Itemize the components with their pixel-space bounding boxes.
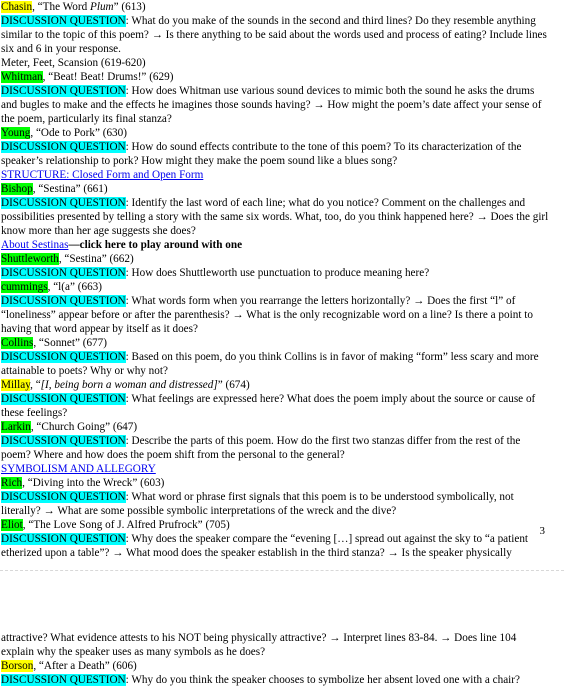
discussion-question-text: : What do you make of the sounds in the second and third lines? Do they resemble anything similar to the topic of this poem? → Is there anything to be said about the words used and process of eating? Include lines six and 6 in your response.: [1, 15, 547, 55]
discussion-question-text: : Describe the parts of this poem. How do the first two stanzas differ from the rest of the poem? Where and how does the poem shift from the personal to the general?: [1, 435, 521, 461]
author-name: Millay: [1, 379, 31, 391]
discussion-question-text: : Based on this poem, do you think Collins is in favor of making “form” less scary and more attainable to poets? Why or why not?: [1, 351, 539, 377]
text-line: [1, 631, 549, 659]
author-name: Eliot: [1, 519, 23, 531]
discussion-question: [1, 490, 549, 518]
poem-entry: [1, 378, 549, 392]
author-name: Borson: [1, 660, 34, 672]
discussion-question: [1, 673, 549, 687]
entry-text: , “Church Going” (647): [30, 421, 138, 433]
discussion-question: [1, 196, 549, 238]
entry-text: , “Ode to Pork” (630): [30, 127, 127, 139]
entry-title: [I, being born a woman and distressed]: [40, 379, 218, 391]
discussion-question-text: : How does Whitman use various sound devices to mimic both the sound he asks the drums and bugles to make and the effects he imagines those sounds having? → How might the poem’s date affect your sense of the poem, particularly its final stanza?: [1, 85, 542, 125]
poem-entry: [1, 659, 549, 673]
discussion-question-text: : What words form when you rearrange the letters horizontally? → Does the first “l” of “loneliness” appear before or after the parenthesis? → What is the only recognizable word on a line? Is there a point to having that word appear by itself as it does?: [1, 295, 533, 335]
poem-entry: [1, 0, 549, 14]
discussion-question-text: : How do sound effects contribute to the tone of this poem? To its characterization of the speaker’s relationship to pork? How might they make the poem sound like a blues song?: [1, 141, 522, 167]
author-name: Shuttleworth: [1, 253, 59, 265]
entry-text: , “Sestina” (662): [58, 253, 134, 265]
discussion-question: [1, 266, 549, 280]
entry-text: , “After a Death” (606): [33, 660, 137, 672]
discussion-question-label: DISCUSSION QUESTION: [1, 295, 126, 307]
section-link: [1, 168, 549, 182]
discussion-question-label: DISCUSSION QUESTION: [1, 351, 126, 363]
author-name: Rich: [1, 477, 23, 489]
page-number: 3: [539, 525, 545, 537]
discussion-question-label: DISCUSSION QUESTION: [1, 533, 126, 545]
discussion-question: [1, 84, 549, 126]
discussion-question-label: DISCUSSION QUESTION: [1, 393, 126, 405]
discussion-question: [1, 392, 549, 420]
discussion-question-text: : Identify the last word of each line; what do you notice? Comment on the challenges and possibilities presented by telling a story with the same six words. What, too, do you think happened here? → Does the girl know more than her age suggests she does?: [1, 197, 549, 237]
entry-text: , “The Word: [32, 1, 90, 13]
poem-entry: [1, 420, 549, 434]
poem-entry: [1, 252, 549, 266]
discussion-question-text: : What word or phrase first signals that this poem is to be understood symbolically, not literally? → What are some possible symbolic interpretations of the wreck and the dive?: [1, 491, 514, 517]
discussion-question: [1, 434, 549, 462]
discussion-question-label: DISCUSSION QUESTION: [1, 435, 126, 447]
discussion-question-text: : Why do you think the speaker chooses to symbolize her absent loved one with a chair?: [125, 674, 520, 686]
entry-after: ” (674): [217, 379, 250, 391]
discussion-question-label: DISCUSSION QUESTION: [1, 267, 126, 279]
poem-entry: [1, 280, 549, 294]
poem-entry: [1, 476, 549, 490]
about-sestinas-link[interactable]: About Sestinas: [1, 239, 69, 251]
poem-entry: [1, 518, 549, 532]
entry-text: , “Sestina” (661): [32, 183, 108, 195]
poem-entry: [1, 182, 549, 196]
page-break: [0, 570, 564, 573]
entry-after: ” (613): [113, 1, 146, 13]
author-name: Larkin: [1, 421, 31, 433]
section-link: [1, 462, 549, 476]
link-instruction: —click here to play around with one: [68, 239, 243, 251]
discussion-question-label: DISCUSSION QUESTION: [1, 141, 126, 153]
entry-text: , “l(a” (663): [47, 281, 102, 293]
author-name: Collins: [1, 337, 34, 349]
entry-text: , “Diving into the Wreck” (603): [22, 477, 165, 489]
section-heading-link[interactable]: SYMBOLISM AND ALLEGORY: [1, 463, 156, 475]
discussion-question-text: : How does Shuttleworth use punctuation to produce meaning here?: [125, 267, 430, 279]
discussion-question-label: DISCUSSION QUESTION: [1, 197, 126, 209]
discussion-question-label: DISCUSSION QUESTION: [1, 85, 126, 97]
discussion-question-text: : What feelings are expressed here? What does the poem imply about the source or cause of these feelings?: [1, 393, 536, 419]
author-name: Young: [1, 127, 31, 139]
poem-entry: [1, 126, 549, 140]
section-link: [1, 238, 549, 252]
section-heading-link[interactable]: STRUCTURE: Closed Form and Open Form: [1, 169, 204, 181]
discussion-question: [1, 532, 549, 560]
poem-entry: [1, 336, 549, 350]
entry-text: , “The Love Song of J. Alfred Prufrock” (705): [22, 519, 230, 531]
author-name: Bishop: [1, 183, 33, 195]
discussion-question-label: DISCUSSION QUESTION: [1, 15, 126, 27]
poem-entry: [1, 70, 549, 84]
plain-text: attractive? What evidence attests to his NOT being physically attractive? → Interpret lines 83-84. → Does line 104 explain why the speaker uses as many symbols as he does?: [1, 632, 517, 658]
discussion-question-text: : Why does the speaker compare the “evening […] spread out against the sky to “a patient etherized upon a table”? → What mood does the speaker establish in the third stanza? → Is the speaker physically: [1, 533, 529, 559]
discussion-question-label: DISCUSSION QUESTION: [1, 674, 126, 686]
discussion-question-label: DISCUSSION QUESTION: [1, 491, 126, 503]
author-name: Chasin: [1, 1, 33, 13]
entry-text: , “Beat! Beat! Drums!” (629): [42, 71, 174, 83]
text-line: [1, 56, 549, 70]
entry-title: Plum: [90, 1, 114, 13]
page-4-content: [0, 631, 557, 687]
discussion-question: [1, 14, 549, 56]
discussion-question: [1, 350, 549, 378]
discussion-question: [1, 140, 549, 168]
discussion-question: [1, 294, 549, 336]
plain-text: Meter, Feet, Scansion (619-620): [1, 57, 146, 69]
author-name: cummings: [1, 281, 48, 293]
entry-text: , “Sonnet” (677): [33, 337, 107, 349]
entry-text: , “: [30, 379, 41, 391]
author-name: Whitman: [1, 71, 43, 83]
